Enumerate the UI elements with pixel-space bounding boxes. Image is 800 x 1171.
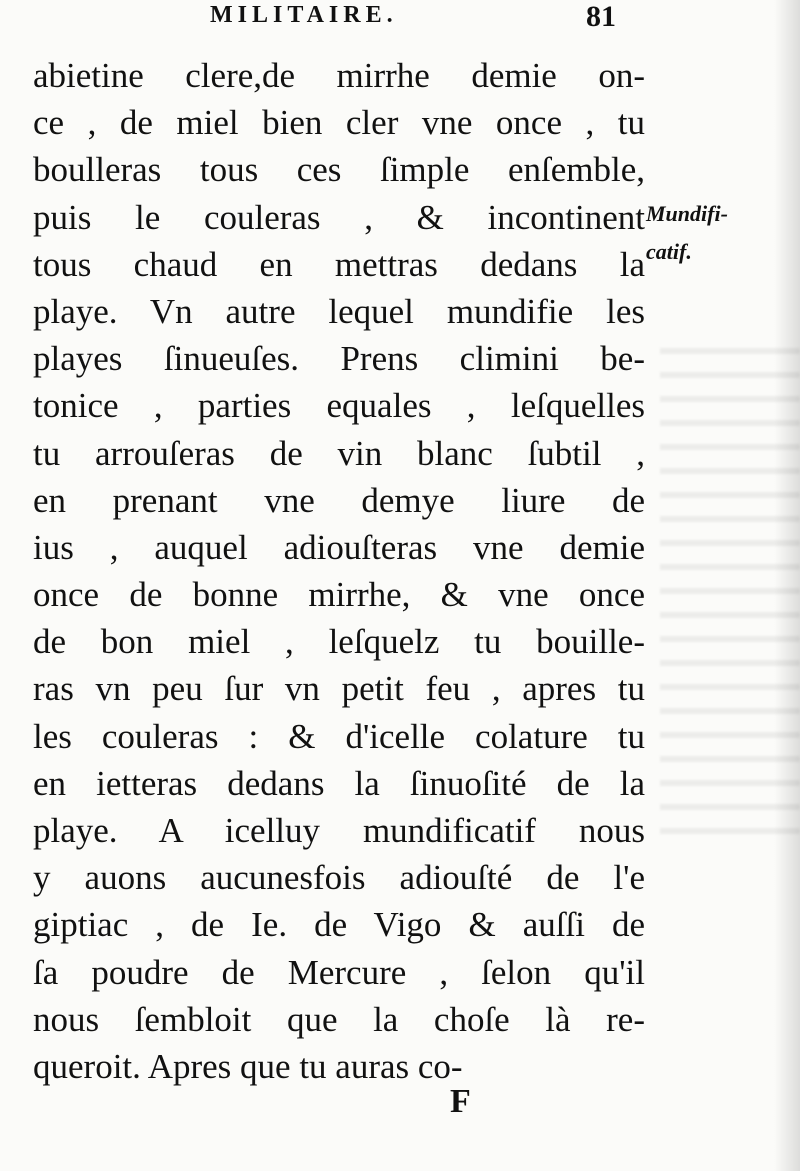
marginal-note [646,195,728,271]
text-line: once de bonne mirrhe, & vne once [33,575,645,615]
page-number: 81 [586,0,616,33]
marginal-note-line: Mundifi- [646,201,728,226]
text-line: tonice , parties equales , leſquelles [33,386,645,426]
text-line: ras vn peu ſur vn petit feu , apres tu [33,669,645,709]
body-text [33,52,645,1090]
text-line: ſa poudre de Mercure , ſelon qu'il [33,952,645,992]
text-line: giptiac , de Ie. de Vigo & auſſi de [33,905,645,945]
text-line: ius , auquel adiouſteras vne demie [33,527,645,567]
text-line: abietine clere,de mirrhe demie on- [33,56,645,95]
text-line: tu arrouſeras de vin blanc ſubtil , [33,433,645,473]
page-edge-shadow [774,0,800,1171]
text-line: en ietteras dedans la ſinuoſité de la [33,763,645,803]
running-head: MILITAIRE. [210,2,398,28]
text-line: y auons aucunesfois adiouſté de l'e [33,858,645,898]
text-line: puis le couleras , & incontinent [33,197,645,237]
text-line: boulleras tous ces ſimple enſemble, [33,150,645,190]
signature-mark: F [450,1083,471,1120]
text-line: en prenant vne demye liure de [33,480,645,520]
text-line: ce , de miel bien cler vne once , tu [33,103,645,143]
text-line: de bon miel , leſquelz tu bouille- [33,622,645,662]
text-line: playes ſinueuſes. Prens climini be- [33,339,645,379]
text-line: playe. A icelluy mundificatif nous [33,811,645,850]
text-line: nous ſembloit que la choſe là re- [33,999,645,1039]
text-line: queroit. Apres que tu auras co- [33,1046,463,1086]
marginal-note-line: catif. [646,239,692,264]
text-line: les couleras : & d'icelle colature tu [33,716,645,756]
text-line: playe. Vn autre lequel mundifie les [33,291,645,331]
text-line: tous chaud en mettras dedans la [33,244,645,284]
